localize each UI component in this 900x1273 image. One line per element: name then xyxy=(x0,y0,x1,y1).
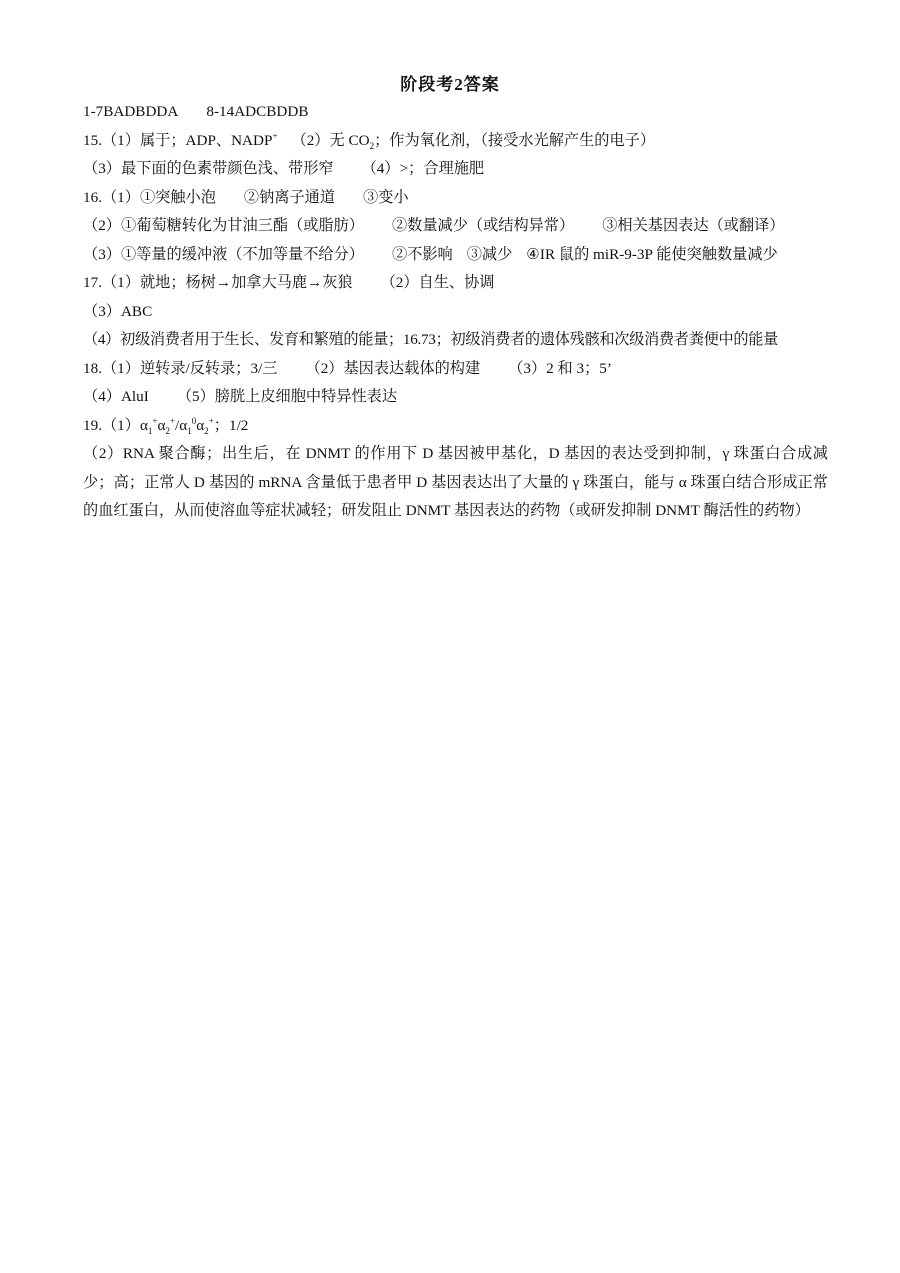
q19-alpha-1-sup: + xyxy=(152,415,158,426)
q18-part1: 18.（1）逆转录/反转录；3/三 xyxy=(83,359,278,377)
q19-suffix: ；1/2 xyxy=(213,416,249,434)
q19-alpha-3: α xyxy=(179,416,188,434)
q15-nadp-sup: + xyxy=(272,130,278,141)
q15-line-1 xyxy=(83,127,828,156)
q19-alpha-3-sub: 1 xyxy=(187,425,192,436)
q15-part3: （3）最下面的色素带颜色浅、带形窄 xyxy=(83,160,334,177)
q19-alpha-1-sub: 1 xyxy=(147,425,153,436)
q19-alpha-4-sub: 2 xyxy=(204,425,209,436)
q17-line-2: （3）ABC xyxy=(83,302,153,320)
mc-answers-8-14: 8-14ADCBDDB xyxy=(206,103,309,120)
q17-line-3: （4）初级消费者用于生长、发育和繁殖的能量；16.73；初级消费者的遗体残骸和次级消费者粪便中的能量 xyxy=(83,331,779,348)
mc-answers-1-7: 1-7BADBDDA xyxy=(83,103,179,120)
q18-part5: （5）膀胱上皮细胞中特异性表达 xyxy=(176,388,398,405)
q16-line-3 xyxy=(83,241,828,270)
q19-alpha-3-sup: 0 xyxy=(191,415,197,426)
q16-part1-c: ③变小 xyxy=(363,188,409,206)
q18-line-1 xyxy=(83,355,828,384)
q16-part3-a: （3）①等量的缓冲液（不加等量不给分） xyxy=(83,245,364,263)
q16-part2-b: ②数量减少（或结构异常） xyxy=(391,217,575,234)
q17-line-1 xyxy=(83,269,828,298)
q16-part2-a: （2）①葡萄糖转化为甘油三酯（或脂肪） xyxy=(83,217,364,234)
q19-alpha-4-sup: + xyxy=(208,415,214,426)
q16-part1-a: 16.（1）①突触小泡 xyxy=(83,188,216,206)
q18-part4: （4）AluI xyxy=(83,388,149,405)
mc-answers-line xyxy=(83,98,828,127)
q18-line-2 xyxy=(83,383,828,412)
q19-alpha-4: α xyxy=(196,416,205,434)
q19-alpha-2: α xyxy=(157,416,166,434)
q17-part1: 17.（1）就地；杨树→加拿大马鹿→灰狼 xyxy=(83,274,353,291)
q15-part2-rest: ；作为氧化剂，（接受水光解产生的电子） xyxy=(374,131,656,149)
q19-prefix: 19.（1） xyxy=(83,416,140,434)
q15-line-2 xyxy=(83,155,828,184)
q15-part4: （4）>；合理施肥 xyxy=(361,160,485,177)
q15-part1: 15.（1）属于；ADP、NADP xyxy=(83,131,273,149)
q16-line-2 xyxy=(83,212,828,241)
q16-part3-b: ②不影响 xyxy=(391,245,453,263)
q19-alpha-1: α xyxy=(139,416,148,434)
q16-part1-b: ②钠离子通道 xyxy=(243,188,336,206)
q16-part3-c: ③减少 xyxy=(466,245,513,263)
q16-line-1 xyxy=(83,184,828,213)
q18-part2: （2）基因表达载体的构建 xyxy=(305,359,481,377)
q16-part3-d: ④IR 鼠的 miR-9-3P 能使突触数量减少 xyxy=(526,245,778,263)
q19-slash: / xyxy=(175,416,180,434)
q19-paragraph-2: （2）RNA 聚合酶；出生后，在 DNMT 的作用下 D 基因被甲基化，D 基因的表达受到抑制，γ 珠蛋白合成减少；高；正常人 D 基因的 mRNA 含量低于患者甲 D 基因表达出了大量的 γ 珠蛋白，能与 α 珠蛋白结合形成正常的血红蛋白，从而使溶血等症状减轻；研发阻止 DNMT 基因表达的药物（或研发抑制 DNMT 酶活性的药物） xyxy=(83,445,828,519)
q15-part2: （2）无 CO xyxy=(291,131,370,149)
q16-part2-c: ③相关基因表达（或翻译） xyxy=(602,217,785,234)
q19-alpha-2-sup: + xyxy=(169,415,176,426)
q19-line-1 xyxy=(83,412,828,441)
q15-co2-sub: 2 xyxy=(369,140,375,151)
answer-content xyxy=(83,98,828,526)
q19-alpha-2-sub: 2 xyxy=(165,425,170,436)
page-title: 阶段考2答案 xyxy=(400,75,500,94)
q17-part2: （2）自生、协调 xyxy=(380,274,495,291)
q18-part3: （3）2 和 3；5’ xyxy=(508,359,612,377)
